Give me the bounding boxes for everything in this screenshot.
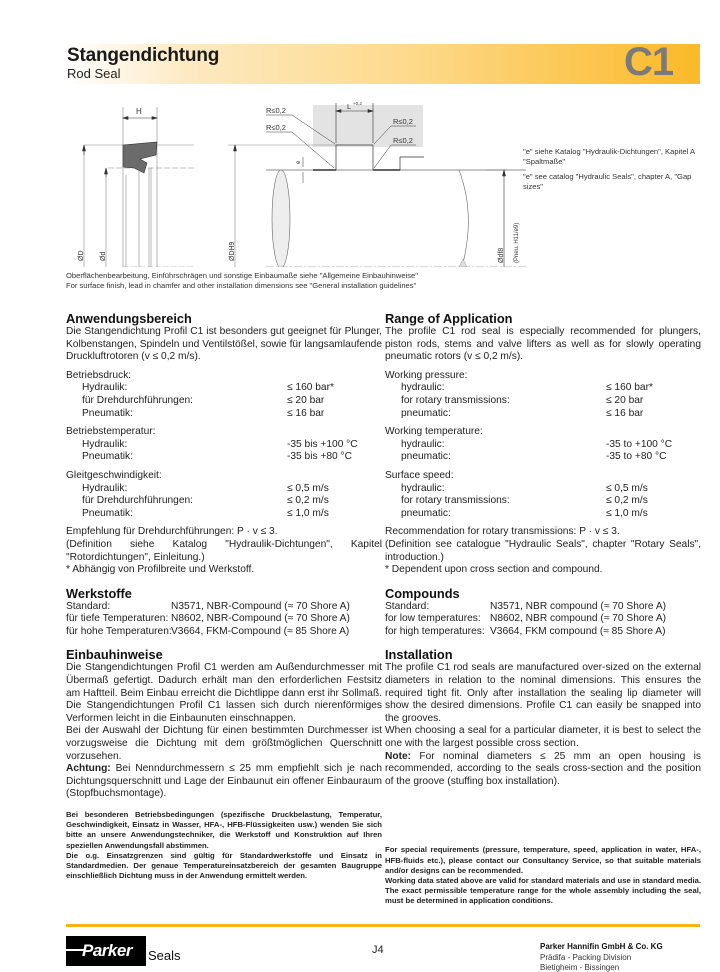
spec-row: Hydraulik: -35 bis +100 °C [82,438,358,450]
logo-text: Parker [82,941,132,960]
surface-finish-note [66,271,418,291]
temperature-heading-en: Working temperature: [385,426,483,438]
svg-text:L: L [347,102,352,111]
company-division: Prädifa - Packing Division [540,952,632,962]
gap-note-de: "e" siehe Katalog "Hydraulik-Dichtungen", Kapitel A "Spaltmaße" [523,147,695,166]
spec-row: hydraulic: ≤ 160 bar* [401,382,653,394]
footnote-de: * Abhängig von Profilbreite und Werkstoff. [66,564,255,576]
special-conditions-de: Bei besonderen Betriebsbedingungen (spezifische Druckbelastung, Temperatur, Geschwindigkeit, Einsatz in Wasser, HFA-, HFB-Flüssigkeiten usw.) wenden Sie sich bitte an unsere Anwendungstechniker, die Werkstoff und Konstruktion auf Ihren speziellen Anwendungsfall abstimmen. [66,810,382,850]
gap-note [523,147,703,197]
material-row: Standard: N3571, NBR compound (≈ 70 Shore A) [385,600,667,612]
installation-note-de: Achtung: Bei Nenndurchmessern ≤ 25 mm empfiehlt sich je nach Dichtungsquerschnitt und Lage der Einbaunut ein offener Einbauraum (Stopfbuchsmontage). [66,763,382,800]
svg-text:R≤0,2: R≤0,2 [266,106,286,115]
material-row: for low temperatures: N8602, NBR compound (≈ 70 Shore A) [385,613,667,625]
installation-note-en: Note: For nominal diameters ≤ 25 mm an open housing is recommended, according to the seals cross-section and the position of the groove (stuffing box installation). [385,750,701,787]
svg-text:ØDH9: ØDH9 [229,241,236,261]
installation-p2-en: When choosing a seal for a particular diameter, it is best to select the one with the largest possible cross section. [385,725,701,750]
spec-row: Pneumatik: ≤ 1,0 m/s [82,507,329,519]
spec-row: Pneumatik: -35 bis +80 °C [82,451,352,463]
speed-heading-de: Gleitgeschwindigkeit: [66,469,162,481]
seal-cross-section [123,142,157,173]
materials-heading-en: Compounds [385,585,460,601]
materials-heading-de: Werkstoffe [66,585,132,601]
seals-label: Seals [148,948,181,963]
spec-row: für Drehdurchführungen: ≤ 0,2 m/s [82,495,329,507]
footnote-en: * Dependent upon cross section and compound. [385,564,603,576]
svg-text:H: H [136,107,142,116]
company-name: Parker Hannifin GmbH & Co. KG [540,942,663,951]
material-row: Standard: N3571, NBR-Compound (≈ 70 Shore A) [66,600,350,612]
page-title: Stangendichtung [67,45,220,66]
svg-text:R≤0,2: R≤0,2 [393,117,413,126]
application-text-de: Die Stangendichtung Profil C1 ist besonders gut geeignet für Plunger, Kolbenstangen, Spindeln und Ventilstößel, sowie für langsamlaufende Druckluftrotoren (v ≤ 0,2 m/s). [66,326,382,363]
page-subtitle: Rod Seal [67,66,121,81]
section-code: C1 [624,40,674,84]
installation-p2-de: Bei der Auswahl der Dichtung für einen bestimmten Durchmesser ist vorzugsweise die Dichtung mit dem größtmöglichen Querschnitt vorzusehen. [66,725,382,762]
gap-note-en: "e" see catalog "Hydraulic Seals", chapter A, "Gap sizes" [523,172,692,191]
svg-text:R≤0,2: R≤0,2 [393,136,413,145]
installation-heading-en: Installation [385,647,453,663]
spec-row: for rotary transmissions: ≤ 0,2 m/s [401,495,648,507]
svg-text:e: e [296,160,302,164]
limits-en: Working data stated above are valid for standard materials and use in standard media. The exact permissible temperature range for the whole assembly including the seal, must be determined in application conditions. [385,876,701,906]
svg-text:R≤0,2: R≤0,2 [266,123,286,132]
surface-note-de: Oberflächenbearbeitung, Einführschrägen und sonstige Einbaumaße siehe "Allgemeine Einbauhinweise" [66,271,418,280]
definition-en: (Definition see catalogue "Hydraulic Seals", chapter "Rotary Seals", introduction.) [385,538,701,563]
application-heading-en: Range of Application [385,311,513,326]
technical-drawing [66,95,526,267]
german-column [66,311,382,881]
spec-row: hydraulic: ≤ 0,5 m/s [401,482,648,494]
recommendation-de: Empfehlung für Drehdurchführungen: P · v ≤ 3. [66,526,278,538]
temperature-heading-de: Betriebstemperatur: [66,426,156,438]
speed-heading-en: Surface speed: [385,469,454,481]
application-heading-de: Anwendungsbereich [66,311,192,326]
installation-p1-en: The profile C1 rod seals are manufactured over-sized on the external diameters in relation to the nominal dimensions. This ensures the required tight fit. Only after installation the sealing lip diameter will show the desired dimensions. Profile C1 can easily be snapped into the grooves. [385,662,701,724]
spec-row: for rotary transmissions: ≤ 20 bar [401,394,644,406]
spec-row: Pneumatik: ≤ 16 bar [82,407,325,419]
company-info [540,942,663,972]
spec-row: Hydraulik: ≤ 0,5 m/s [82,482,329,494]
svg-text:Ød: Ød [100,251,107,261]
pressure-heading-de: Betriebsdruck: [66,369,132,381]
installation-p1-de: Die Stangendichtungen Profil C1 werden am Außendurchmesser mit Übermaß gefertigt. Dadurch erhält man den erforderlichen Festsitz am Haftteil. Beim Einbau erreicht die Dichtlippe dann erst ihr Sollmaß. Die Stangendichtungen Profil C1 lassen sich durch nierenförmiges Verformen leicht in die Einbaunuten einschnappen. [66,662,382,724]
material-row: for high temperatures: V3664, FKM compound (≈ 85 Shore A) [385,625,666,637]
svg-text:ØD: ØD [78,250,85,261]
svg-text:Ødf8: Ødf8 [498,247,505,263]
material-row: für hohe Temperaturen: V3664, FKM-Compound (≈ 85 Shore A) [66,625,350,637]
spec-row: Hydraulik: ≤ 160 bar* [82,382,334,394]
english-column [385,311,701,907]
spec-row: pneumatic: ≤ 16 bar [401,407,644,419]
spec-row: hydraulic: -35 to +100 °C [401,438,673,450]
parker-logo [66,936,146,966]
special-conditions-en: For special requirements (pressure, temperature, speed, application in water, HFA-, HFB-fluids etc.), please contact our Consultancy Service, so that suitable materials and/or designs can be recommended. [385,845,701,875]
recommendation-en: Recommendation for rotary transmissions: P · v ≤ 3. [385,526,620,538]
svg-text:(Pneu. H11/e9): (Pneu. H11/e9) [514,222,520,263]
spec-row: für Drehdurchführungen: ≤ 20 bar [82,394,325,406]
spec-row: pneumatic: -35 to +80 °C [401,451,667,463]
definition-de: (Definition siehe Katalog "Hydraulik-Dichtungen", Kapitel "Rotordichtungen", Einleitung.) [66,538,382,563]
limits-de: Die o.g. Einsatzgrenzen sind gültig für Standardwerkstoffe und Einsatz in Standardmedien. Der genaue Temperatureinsatzbereich der gesamten Baugruppe einschließlich Dichtung muss in der Anwendung ermittelt werden. [66,850,382,881]
svg-text:+0,2: +0,2 [353,101,362,106]
material-row: für tiefe Temperaturen: N8602, NBR-Compound (≈ 70 Shore A) [66,613,350,625]
footer-divider [66,924,700,927]
surface-note-en: For surface finish, lead in chamfer and other installation dimensions see "General installation guidelines" [66,281,417,290]
company-location: Bietigheim - Bissingen [540,963,620,972]
pressure-heading-en: Working pressure: [385,369,468,381]
page-number: J4 [372,944,384,956]
installation-heading-de: Einbauhinweise [66,647,163,663]
seal-profile-drawing [84,107,194,267]
spec-row: pneumatic: ≤ 1,0 m/s [401,507,648,519]
application-text-en: The profile C1 rod seal is especially recommended for plungers, piston rods, stems and valve lifters as well as for slowly operating pneumatic rotors (v ≤ 0,2 m/s). [385,326,701,363]
